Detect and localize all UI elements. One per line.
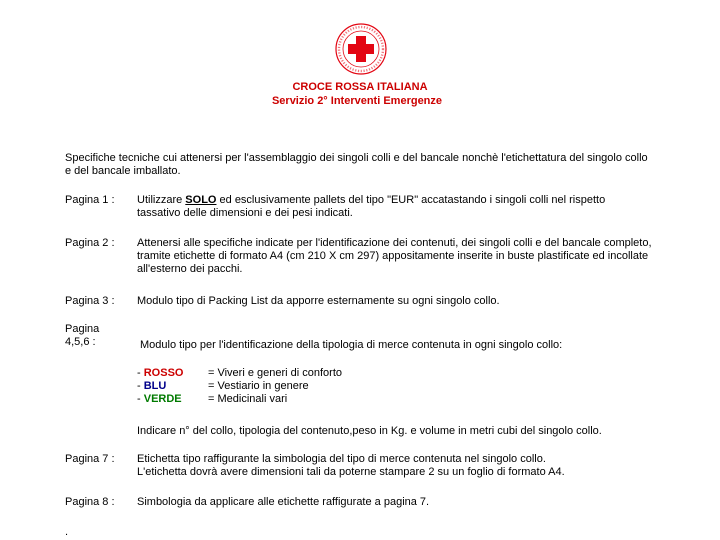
- legend-blue-desc: = Vestiario in genere: [208, 380, 309, 392]
- legend-red-name: ROSSO: [143, 367, 184, 379]
- page-2-description: [137, 237, 707, 276]
- page-1-description: [137, 194, 707, 220]
- page-8-label: Pagina 8 :: [65, 496, 115, 508]
- color-legend-blue: [137, 380, 183, 393]
- color-legend-descriptions: [208, 367, 342, 406]
- legend-dash: -: [137, 380, 144, 392]
- page-7-label: Pagina 7 :: [65, 453, 115, 465]
- page-2-line: tramite etichette di formato A4 (cm 210 X cm 297) appositamente inserite in buste plastificate ed incollate: [137, 250, 649, 262]
- intro-line: Specifiche tecniche cui attenersi per l'assemblaggio dei singoli colli e del bancale nonchè l'etichettatura del singolo collo: [65, 152, 648, 164]
- page-2-line: Attenersi alle specifiche indicate per l'identificazione dei contenuti, dei singoli colli e del bancale completo,: [137, 237, 652, 249]
- page-3-label: Pagina 3 :: [65, 295, 115, 307]
- page-456-note: Indicare n° del collo, tipologia del contenuto,peso in Kg. e volume in metri cubi del singolo collo.: [137, 425, 602, 437]
- intro-line: e del bancale imballato.: [65, 165, 181, 177]
- legend-red-desc: = Viveri e generi di conforto: [208, 367, 343, 379]
- legend-dash: -: [137, 393, 144, 405]
- page-7-description: [137, 453, 707, 479]
- organization-title: CROCE ROSSA ITALIANA: [292, 81, 428, 93]
- page-3-description: Modulo tipo di Packing List da apporre esternamente su ogni singolo collo.: [137, 295, 500, 307]
- department-subtitle: Servizio 2° Interventi Emergenze: [271, 95, 443, 107]
- legend-green-desc: = Medicinali vari: [208, 393, 288, 405]
- page-456-label-line: Pagina: [65, 323, 100, 335]
- legend-dash: -: [137, 367, 144, 379]
- legend-blue-name: BLU: [143, 380, 167, 392]
- page-1-line: tassativo delle dimensioni e dei pesi indicati.: [137, 207, 353, 219]
- color-legend-red: [137, 367, 183, 380]
- page-1-emphasis: SOLO: [185, 194, 217, 206]
- page-1-label: Pagina 1 :: [65, 194, 115, 206]
- page-2-line: all'esterno dei pacchi.: [137, 263, 243, 275]
- color-legend-green: [137, 393, 183, 406]
- footer-mark: .: [65, 526, 69, 538]
- page-7-line: Etichetta tipo raffigurante la simbologia del tipo di merce contenuta nel singolo collo.: [137, 453, 546, 465]
- page-456-description: Modulo tipo per l'identificazione della tipologia di merce contenuta in ogni singolo collo:: [140, 339, 563, 351]
- color-legend-names: [137, 367, 183, 406]
- page-8-description: Simbologia da applicare alle etichette raffigurate a pagina 7.: [137, 496, 430, 508]
- page-456-label: [65, 323, 99, 349]
- page-1-line: [137, 194, 707, 207]
- page-1-pre: Utilizzare: [137, 194, 186, 206]
- page-7-line: L'etichetta dovrà avere dimensioni tali da poterne stampare 2 su un foglio di formato A4.: [137, 466, 565, 478]
- legend-green-name: VERDE: [143, 393, 182, 405]
- red-cross-emblem-icon: [334, 22, 388, 76]
- page-456-label-line: 4,5,6 :: [65, 336, 96, 348]
- page-2-label: Pagina 2 :: [65, 237, 115, 249]
- page-1-post: ed esclusivamente pallets del tipo "EUR" accatastando i singoli colli nel rispetto: [216, 194, 606, 206]
- intro-paragraph: [65, 152, 710, 178]
